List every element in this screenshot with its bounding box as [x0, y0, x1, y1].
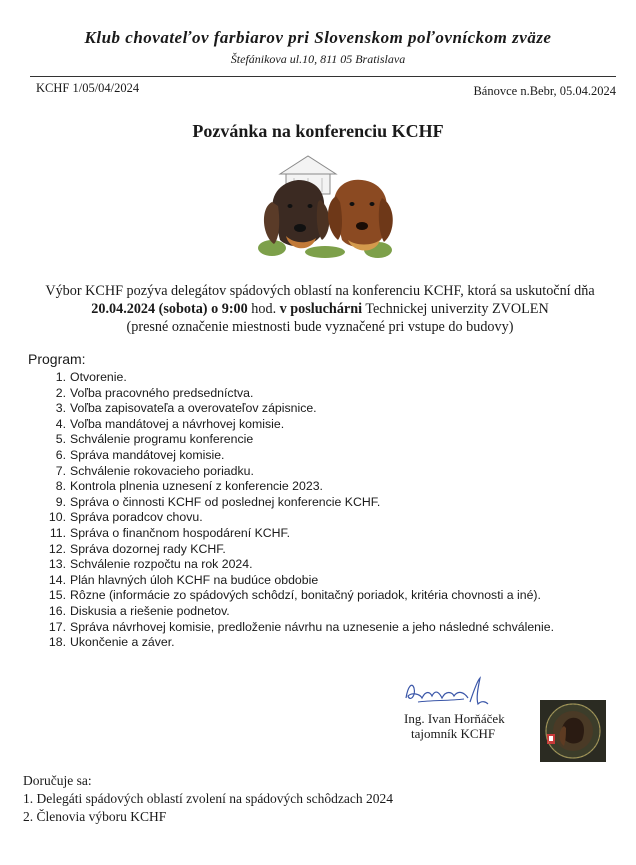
program-item-number: 17. — [48, 619, 66, 634]
program-item-text: Schválenie programu konferencie — [70, 432, 254, 447]
program-item-number: 16. — [48, 603, 66, 618]
program-item-text: Správa poradcov chovu. — [70, 510, 203, 525]
program-item-text: Správa mandátovej komisie. — [70, 447, 225, 462]
program-item-text: Kontrola plnenia uznesení z konferencie 2023. — [70, 479, 323, 494]
program-item — [46, 588, 554, 604]
program-item-text: Správa o činnosti KCHF od poslednej konferencie KCHF. — [70, 494, 381, 509]
program-item-number: 3. — [55, 401, 66, 416]
program-item — [46, 386, 554, 402]
club-logo-dogs-image — [250, 152, 400, 262]
meeting-place: v posluchárni — [279, 301, 363, 317]
recipients-list — [23, 790, 393, 826]
program-item-number: 12. — [48, 541, 66, 556]
delivery-label: Doručuje sa: — [23, 773, 92, 788]
program-item-number: 9. — [55, 494, 66, 509]
meeting-time: 9:00 — [221, 301, 248, 317]
program-item-text: Plán hlavných úloh KCHF na budúce obdobie — [70, 572, 319, 587]
intro-part2: o — [207, 301, 222, 317]
program-item-number: 6. — [55, 447, 66, 462]
program-item-number: 4. — [55, 416, 66, 431]
intro-part1: Výbor KCHF pozýva delegátov spádových oblastí na konferenciu KCHF, ktorá sa uskutoční dňa — [45, 283, 595, 299]
program-item-number: 8. — [55, 479, 66, 494]
program-item — [46, 417, 554, 433]
handwritten-signature-image — [398, 676, 493, 708]
program-item-text: Diskusia a riešenie podnetov. — [70, 603, 230, 618]
club-name: Klub chovateľov farbiarov pri Slovenskom poľovníckom zväze — [84, 28, 552, 47]
intro-part4: Technickej univerzity ZVOLEN — [362, 301, 549, 317]
program-item-number: 13. — [48, 557, 66, 572]
club-address: Štefánikova ul.10, 811 05 Bratislava — [230, 52, 406, 66]
room-note: (presné označenie miestnosti bude vyznačené pri vstupe do budovy) — [126, 319, 514, 335]
program-item — [46, 510, 554, 526]
program-item-text: Správa dozornej rady KCHF. — [70, 541, 226, 556]
program-item-text: Správa návrhovej komisie, predloženie návrhu na uznesenie a jeho následné schválenie. — [70, 619, 554, 634]
signer-role: tajomník KCHF — [411, 726, 496, 741]
program-item-number: 15. — [48, 588, 66, 603]
program-item — [46, 370, 554, 386]
recipient-item: 1. Delegáti spádových oblastí zvolení na spádových schôdzach 2024 — [23, 791, 394, 806]
program-item — [46, 542, 554, 558]
program-item-text: Voľba mandátovej a návrhovej komisie. — [70, 416, 285, 431]
program-item-text: Schválenie rozpočtu na rok 2024. — [70, 557, 253, 572]
program-item-text: Ukončenie a záver. — [70, 635, 175, 650]
program-item-number: 2. — [55, 385, 66, 400]
program-list — [46, 370, 554, 651]
program-item — [46, 635, 554, 651]
program-item — [46, 479, 554, 495]
program-item-number: 18. — [48, 635, 66, 650]
document-title: Pozvánka na konferenciu KCHF — [192, 121, 444, 141]
recipient-item: 2. Členovia výboru KCHF — [23, 809, 167, 824]
program-item — [46, 448, 554, 464]
program-item-number: 14. — [48, 572, 66, 587]
program-label: Program: — [28, 351, 86, 367]
program-item-number: 5. — [55, 432, 66, 447]
program-item — [46, 401, 554, 417]
program-item — [46, 620, 554, 636]
invitation-text — [25, 282, 615, 336]
signer-name: Ing. Ivan Horňáček — [404, 711, 505, 726]
program-item-text: Otvorenie. — [70, 370, 127, 384]
intro-part3: hod. — [247, 301, 280, 317]
program-item-text: Rôzne (informácie zo spádových schôdzí, bonitačný poriadok, kritéria chovnosti a iné). — [70, 588, 541, 603]
program-item-text: Schválenie rokovacieho poriadku. — [70, 463, 254, 478]
program-item — [46, 495, 554, 511]
program-item-text: Voľba zapisovateľa a overovateľov zápisnice. — [70, 401, 317, 416]
reference-number: KCHF 1/05/04/2024 — [36, 81, 140, 95]
program-item-number: 1. — [55, 370, 66, 384]
program-item — [46, 557, 554, 573]
program-item — [46, 526, 554, 542]
club-seal-image — [540, 700, 606, 762]
program-item-text: Voľba pracovného predsedníctva. — [70, 385, 254, 400]
program-item-number: 11. — [49, 525, 66, 540]
program-item-number: 10. — [48, 510, 66, 525]
header-divider — [30, 76, 616, 77]
program-item — [46, 573, 554, 589]
meeting-date: 20.04.2024 (sobota) — [91, 301, 208, 317]
program-item — [46, 464, 554, 480]
program-item-text: Správa o finančnom hospodárení KCHF. — [70, 525, 291, 540]
program-item-number: 7. — [55, 463, 66, 478]
program-item — [46, 432, 554, 448]
place-date: Bánovce n.Bebr, 05.04.2024 — [473, 84, 616, 98]
program-item — [46, 604, 554, 620]
